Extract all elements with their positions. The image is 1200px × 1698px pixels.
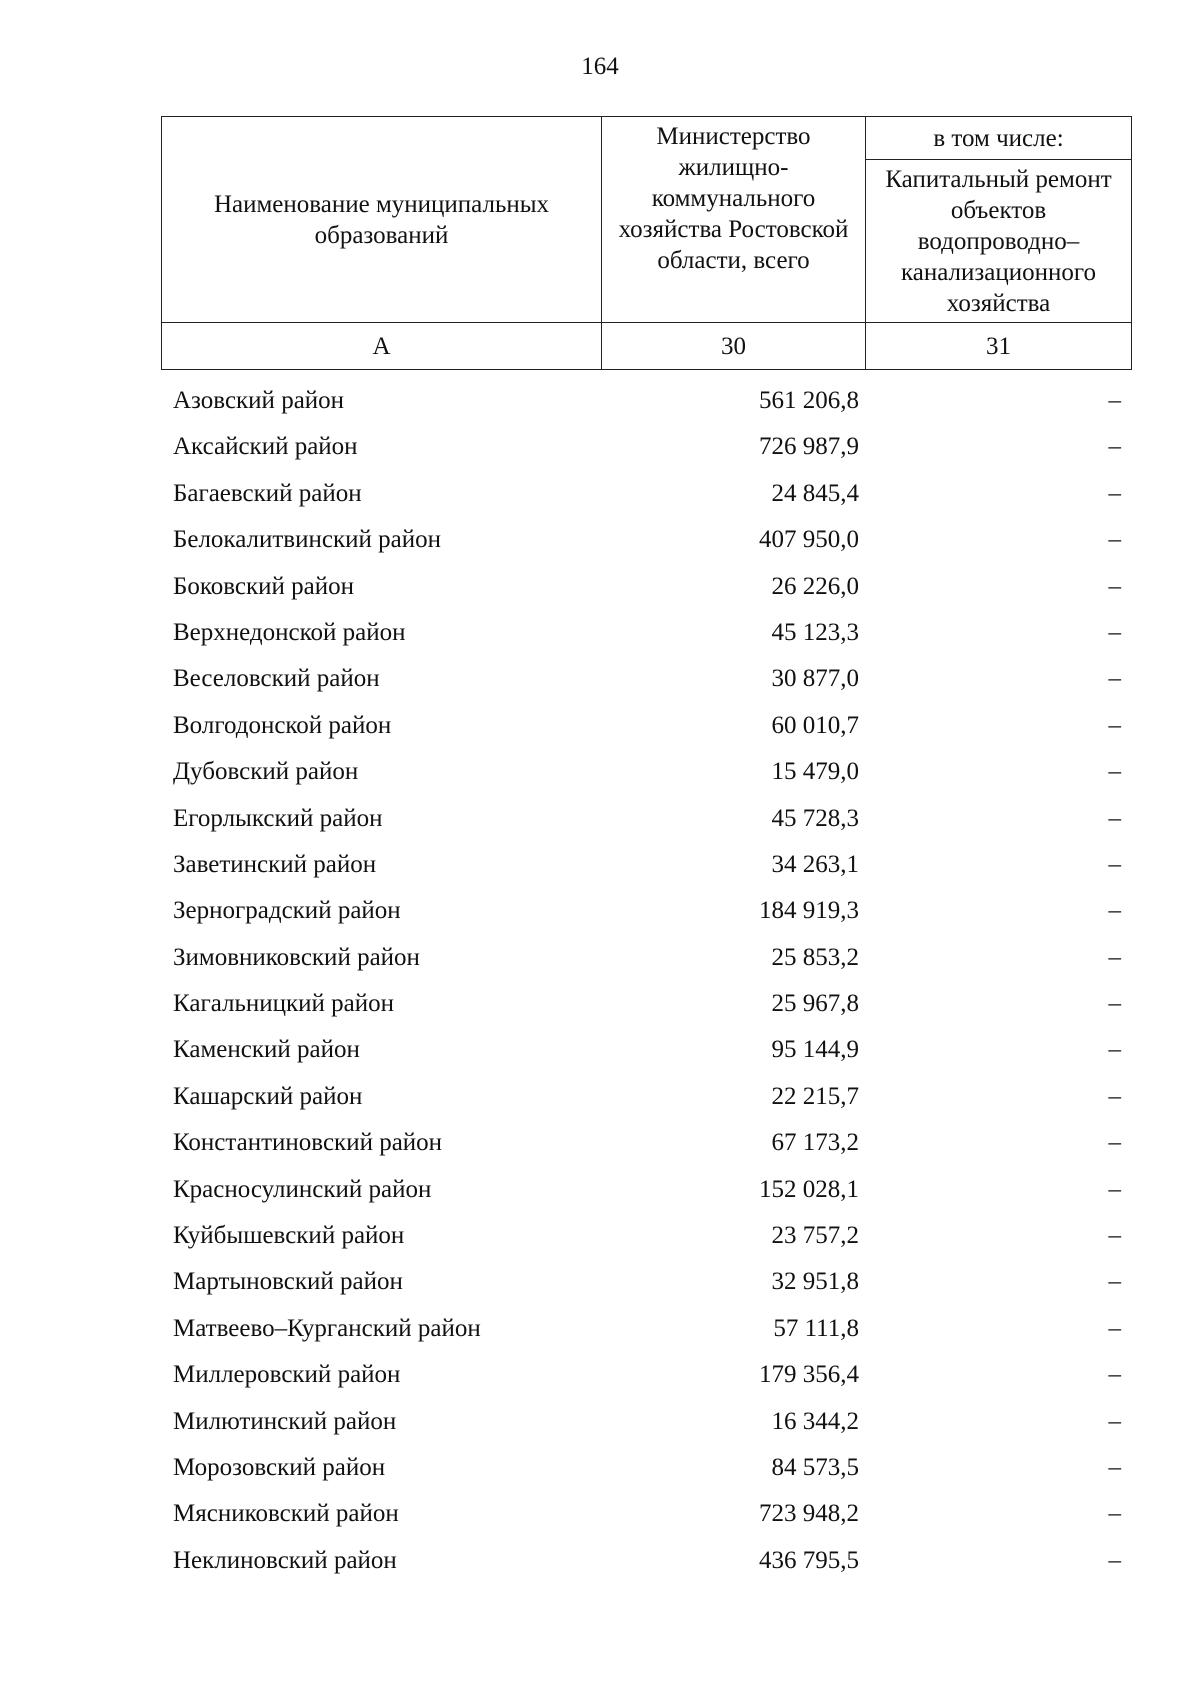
header-ministry-total: Министерство жилищно-коммунального хозяйства Ростовской области, всего [602, 117, 866, 323]
ministry-total-cell: 561 206,8 [759, 387, 859, 414]
municipality-name-cell: Миллеровский район [173, 1361, 401, 1389]
table-row [161, 749, 1131, 795]
capital-repair-cell: – [1108, 897, 1121, 925]
capital-repair-cell: – [1108, 1268, 1121, 1296]
table-row [161, 471, 1131, 517]
table-row [161, 564, 1131, 610]
municipality-name-cell: Мясниковский район [173, 1500, 399, 1528]
capital-repair-cell: – [1108, 711, 1121, 739]
ministry-total-cell: 57 111,8 [773, 1314, 859, 1342]
ministry-total-cell: 723 948,2 [759, 1500, 859, 1528]
table-row [161, 1399, 1131, 1445]
table-row [161, 1491, 1131, 1537]
municipality-name-cell: Константиновский район [173, 1129, 443, 1157]
table-row [161, 1074, 1131, 1120]
ministry-total-cell: 179 356,4 [759, 1361, 859, 1389]
table-row [161, 935, 1131, 981]
ministry-total-cell: 30 877,0 [771, 665, 859, 693]
capital-repair-cell: – [1108, 850, 1121, 878]
ministry-total-cell: 24 845,4 [771, 479, 859, 507]
header-capital-repair: Капитальный ремонт объектов водопроводно–канализационного хозяйства [866, 160, 1132, 323]
table-row [161, 378, 1131, 424]
municipality-name-cell: Морозовский район [173, 1453, 386, 1481]
ministry-total-cell: 16 344,2 [771, 1407, 859, 1435]
capital-repair-cell: – [1108, 1546, 1121, 1574]
ministry-total-cell: 184 919,3 [759, 897, 859, 925]
municipality-name-cell: Багаевский район [173, 479, 362, 507]
ministry-total-cell: 45 123,3 [771, 618, 859, 646]
table-body [161, 378, 1131, 1584]
capital-repair-cell: – [1108, 990, 1121, 1018]
table-header [161, 116, 1132, 370]
municipality-name-cell: Волгодонской район [173, 711, 392, 739]
header-column-number-30: 30 [602, 323, 866, 370]
municipality-name-cell: Мартыновский район [173, 1268, 403, 1296]
ministry-total-cell: 25 853,2 [771, 943, 859, 971]
header-column-number-a: А [162, 323, 602, 370]
ministry-total-cell: 726 987,9 [759, 433, 859, 461]
ministry-total-cell: 84 573,5 [771, 1453, 859, 1481]
ministry-total-cell: 23 757,2 [771, 1222, 859, 1250]
capital-repair-cell: – [1108, 1129, 1121, 1157]
capital-repair-cell: – [1108, 618, 1121, 646]
capital-repair-cell: – [1108, 1036, 1121, 1064]
header-column-number-31: 31 [866, 323, 1132, 370]
municipality-name-cell: Зимовниковский район [173, 943, 420, 971]
page-number: 164 [581, 53, 619, 80]
ministry-total-cell: 60 010,7 [771, 711, 859, 739]
ministry-total-cell: 15 479,0 [771, 758, 859, 786]
capital-repair-cell: – [1108, 1453, 1121, 1481]
ministry-total-cell: 45 728,3 [771, 804, 859, 832]
ministry-total-cell: 407 950,0 [759, 526, 859, 554]
municipality-name-cell: Милютинский район [173, 1407, 397, 1435]
municipality-name-cell: Егорлыкский район [173, 804, 383, 832]
table-row [161, 1538, 1131, 1584]
table-row [161, 1167, 1131, 1213]
capital-repair-cell: – [1108, 387, 1121, 414]
ministry-total-cell: 67 173,2 [771, 1129, 859, 1157]
table-row [161, 1352, 1131, 1398]
ministry-total-cell: 25 967,8 [771, 990, 859, 1018]
municipality-name-cell: Кашарский район [173, 1082, 363, 1110]
table-row [161, 1445, 1131, 1491]
municipality-name-cell: Дубовский район [173, 758, 359, 786]
municipality-name-cell: Веселовский район [173, 665, 380, 693]
capital-repair-cell: – [1108, 479, 1121, 507]
table-row [161, 796, 1131, 842]
capital-repair-cell: – [1108, 665, 1121, 693]
municipality-name-cell: Боковский район [173, 572, 354, 600]
ministry-total-cell: 34 263,1 [771, 850, 859, 878]
ministry-total-cell: 22 215,7 [771, 1082, 859, 1110]
table-row [161, 610, 1131, 656]
table-row [161, 981, 1131, 1027]
capital-repair-cell: – [1108, 1361, 1121, 1389]
ministry-total-cell: 32 951,8 [771, 1268, 859, 1296]
capital-repair-cell: – [1108, 758, 1121, 786]
table-row [161, 703, 1131, 749]
capital-repair-cell: – [1108, 1500, 1121, 1528]
municipality-name-cell: Кагальницкий район [173, 990, 395, 1018]
capital-repair-cell: – [1108, 572, 1121, 600]
table-row [161, 656, 1131, 702]
capital-repair-cell: – [1108, 1082, 1121, 1110]
capital-repair-cell: – [1108, 1314, 1121, 1342]
capital-repair-cell: – [1108, 1175, 1121, 1203]
ministry-total-cell: 152 028,1 [759, 1175, 859, 1203]
header-municipality-name: Наименование муниципальных образований [162, 117, 602, 323]
capital-repair-cell: – [1108, 433, 1121, 461]
municipality-name-cell: Аксайский район [173, 433, 358, 461]
municipality-name-cell: Неклиновский район [173, 1546, 397, 1574]
table-row [161, 1213, 1131, 1259]
table-row [161, 424, 1131, 470]
municipality-name-cell: Зерноградский район [173, 897, 401, 925]
ministry-total-cell: 95 144,9 [771, 1036, 859, 1064]
municipality-name-cell: Заветинский район [173, 850, 377, 878]
municipality-name-cell: Каменский район [173, 1036, 360, 1064]
municipality-name-cell: Белокалитвинский район [173, 526, 441, 554]
capital-repair-cell: – [1108, 1222, 1121, 1250]
capital-repair-cell: – [1108, 526, 1121, 554]
table-row [161, 1306, 1131, 1352]
municipality-name-cell: Азовский район [173, 387, 345, 414]
ministry-total-cell: 436 795,5 [759, 1546, 859, 1574]
table-row [161, 517, 1131, 563]
municipality-name-cell: Куйбышевский район [173, 1222, 405, 1250]
table-row [161, 1259, 1131, 1305]
capital-repair-cell: – [1108, 943, 1121, 971]
header-including: в том числе: [866, 117, 1132, 160]
table-row [161, 842, 1131, 888]
ministry-total-cell: 26 226,0 [771, 572, 859, 600]
municipality-name-cell: Верхнедонской район [173, 618, 406, 646]
capital-repair-cell: – [1108, 1407, 1121, 1435]
capital-repair-cell: – [1108, 804, 1121, 832]
table-row [161, 888, 1131, 934]
table-row [161, 1027, 1131, 1073]
municipality-name-cell: Матвеево–Курганский район [173, 1314, 481, 1342]
municipality-name-cell: Красносулинский район [173, 1175, 432, 1203]
table-row [161, 1120, 1131, 1166]
